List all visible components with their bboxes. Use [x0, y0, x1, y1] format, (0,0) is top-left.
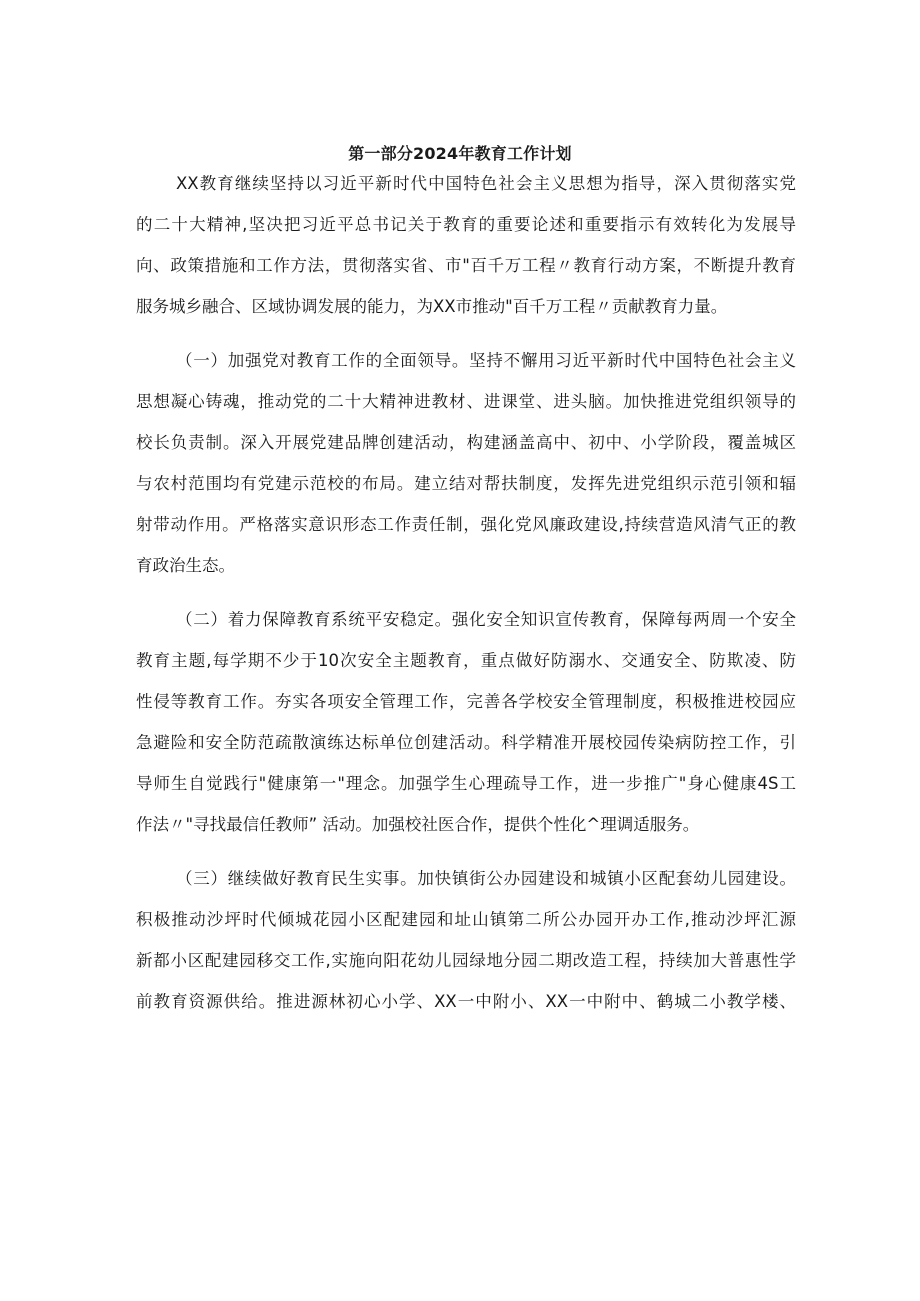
paragraph-2-line-3: 校长负责制。深入开展党建品牌创建活动，构建涵盖高中、初中、小学阶段，覆盖城区	[136, 433, 796, 452]
page-title: 第一部分2024年教育工作计划	[348, 144, 572, 163]
paragraph-3-line-3: 性侵等教育工作。夯实各项安全管理工作，完善各学校安全管理制度，积极推进校园应	[136, 692, 796, 711]
paragraph-2-line-4: 与农村范围均有党建示范校的布局。建立结对帮扶制度，发挥先进党组织示范引领和辐	[136, 474, 796, 493]
paragraph-4-line-4: 前教育资源供给。推进源林初心小学、XX一中附小、XX一中附中、鹤城二小教学楼、	[136, 992, 796, 1011]
paragraph-4-line-1: （三）继续做好教育民生实事。加快镇街公办园建设和城镇小区配套幼儿园建设。	[176, 869, 796, 888]
paragraph-4-line-3: 新都小区配建园移交工作,实施向阳花幼儿园绿地分园二期改造工程，持续加大普惠性学	[136, 951, 796, 970]
paragraph-1-line-4: 服务城乡融合、区域协调发展的能力，为XX市推动"百千万工程〃贡献教育力量。	[136, 297, 728, 316]
paragraph-2-line-1: （一）加强党对教育工作的全面领导。坚持不懈用习近平新时代中国特色社会主义	[176, 351, 796, 370]
paragraph-2-line-2: 思想凝心铸魂，推动党的二十大精神进教材、进课堂、进头脑。加快推进党组织领导的	[136, 392, 796, 411]
paragraph-3-line-1: （二）着力保障教育系统平安稳定。强化安全知识宣传教育，保障每两周一个安全	[176, 610, 796, 629]
paragraph-1-line-1: XX教育继续坚持以习近平新时代中国特色社会主义思想为指导，深入贯彻落实党	[176, 174, 796, 193]
paragraph-3-line-5: 导师生自觉践行"健康第一"理念。加强学生心理疏导工作，进一步推广"身心健康4S工	[136, 774, 796, 793]
paragraph-3-line-4: 急避险和安全防范疏散演练达标单位创建活动。科学精准开展校园传染病防控工作，引	[136, 733, 796, 752]
paragraph-3-line-6: 作法〃"寻找最信任教师” 活动。加强校社医合作，提供个性化^理调适服务。	[136, 815, 700, 834]
paragraph-3-line-2: 教育主题,每学期不少于10次安全主题教育，重点做好防溺水、交通安全、防欺凌、防	[136, 651, 796, 670]
paragraph-2-line-5: 射带动作用。严格落实意识形态工作责任制，强化党风廉政建设,持续营造风清气正的教	[136, 515, 796, 534]
paragraph-2-line-6: 育政治生态。	[136, 556, 235, 575]
paragraph-4-line-2: 积极推动沙坪时代倾城花园小区配建园和址山镇第二所公办园开办工作,推动沙坪汇源	[136, 910, 796, 929]
paragraph-1-line-2: 的二十大精神,坚决把习近平总书记关于教育的重要论述和重要指示有效转化为发展导	[136, 215, 796, 234]
paragraph-1-line-3: 向、政策措施和工作方法，贯彻落实省、市"百千万工程〃教育行动方案，不断提升教育	[136, 256, 796, 275]
